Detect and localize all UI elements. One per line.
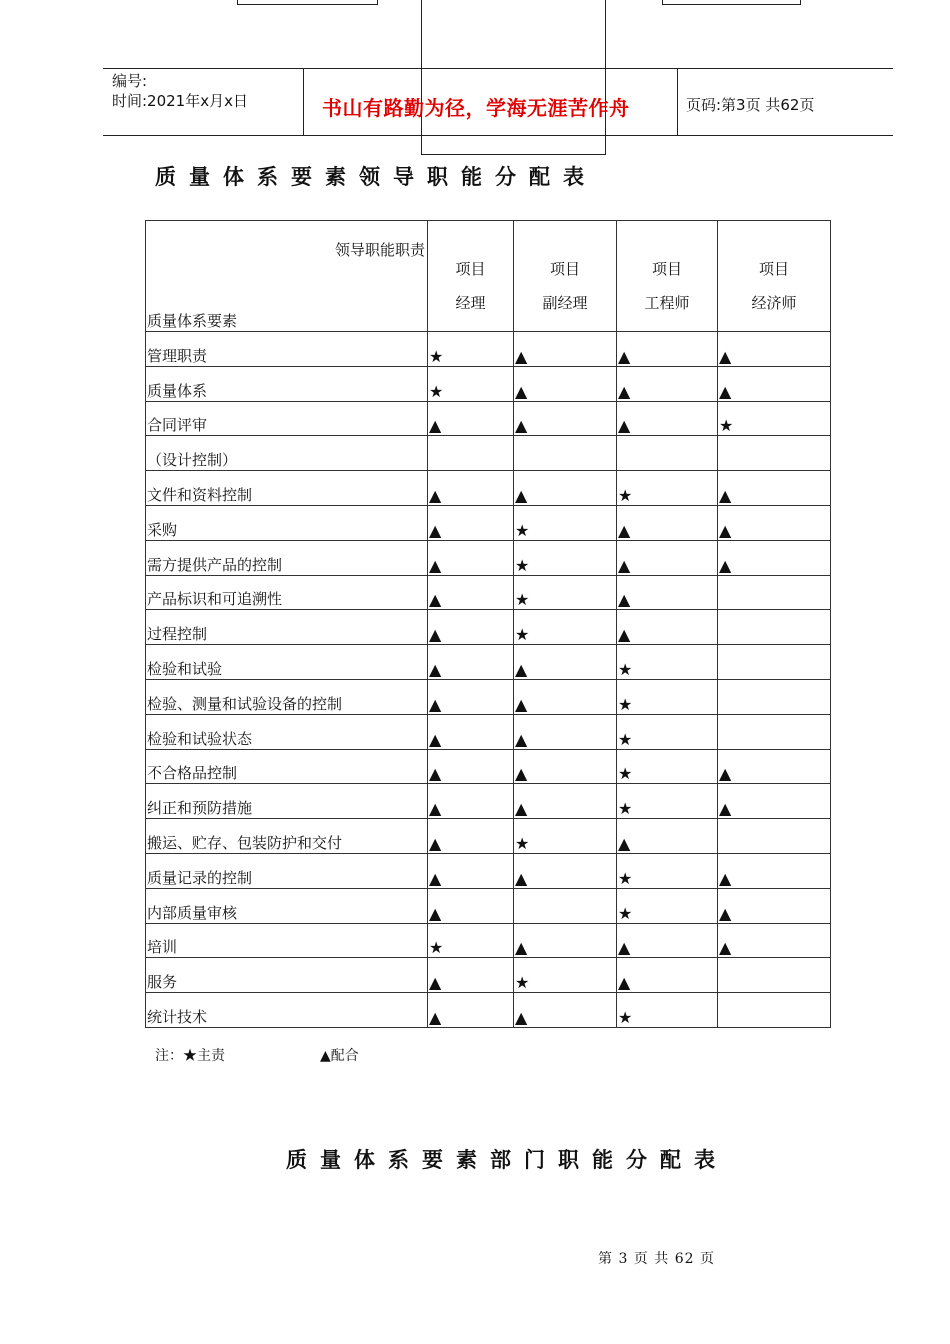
responsibility-mark: ▲ bbox=[429, 659, 442, 679]
responsibility-mark: ▲ bbox=[429, 416, 442, 436]
cell-manager bbox=[428, 540, 514, 575]
cell-deputy-manager bbox=[514, 888, 617, 923]
table-row bbox=[146, 958, 831, 993]
cell-manager bbox=[428, 645, 514, 680]
cell-engineer bbox=[617, 853, 718, 888]
responsibility-table bbox=[145, 220, 831, 1028]
responsibility-mark: ★ bbox=[515, 625, 530, 645]
cell-engineer bbox=[617, 679, 718, 714]
quality-element-label: 服务 bbox=[146, 958, 428, 993]
cell-economist bbox=[718, 853, 831, 888]
table-row bbox=[146, 923, 831, 958]
responsibility-mark: ▲ bbox=[618, 938, 631, 958]
responsibility-mark: ▲ bbox=[429, 903, 442, 923]
responsibility-mark: ★ bbox=[618, 485, 633, 505]
legend-main-responsibility: 注：★主责 bbox=[155, 1048, 225, 1064]
responsibility-mark: ▲ bbox=[429, 590, 442, 610]
cell-economist bbox=[718, 749, 831, 784]
responsibility-mark: ▲ bbox=[515, 416, 528, 436]
table-row bbox=[146, 575, 831, 610]
responsibility-mark: ▲ bbox=[429, 520, 442, 540]
cell-manager bbox=[428, 610, 514, 645]
responsibility-mark: ★ bbox=[618, 729, 633, 749]
column-header-economist: 项目 经济师 bbox=[718, 221, 831, 332]
responsibility-mark: ▲ bbox=[618, 590, 631, 610]
responsibility-mark: ▲ bbox=[515, 485, 528, 505]
cell-economist bbox=[718, 575, 831, 610]
table-row bbox=[146, 714, 831, 749]
responsibility-mark: ★ bbox=[618, 1007, 633, 1027]
responsibility-mark: ▲ bbox=[719, 346, 732, 366]
cell-economist bbox=[718, 819, 831, 854]
table-row bbox=[146, 993, 831, 1028]
cell-manager bbox=[428, 332, 514, 367]
responsibility-mark: ▲ bbox=[719, 938, 732, 958]
cell-economist bbox=[718, 888, 831, 923]
cell-economist bbox=[718, 436, 831, 471]
cell-manager bbox=[428, 505, 514, 540]
cell-engineer bbox=[617, 888, 718, 923]
quality-element-label: （设计控制） bbox=[146, 436, 428, 471]
cell-deputy-manager bbox=[514, 993, 617, 1028]
top-frame-right bbox=[662, 0, 801, 5]
cell-manager bbox=[428, 401, 514, 436]
cell-manager bbox=[428, 471, 514, 506]
cell-manager bbox=[428, 575, 514, 610]
table-row bbox=[146, 366, 831, 401]
cell-engineer bbox=[617, 505, 718, 540]
cell-engineer bbox=[617, 784, 718, 819]
cell-engineer bbox=[617, 958, 718, 993]
responsibility-mark: ▲ bbox=[515, 729, 528, 749]
cell-engineer bbox=[617, 714, 718, 749]
cell-engineer bbox=[617, 610, 718, 645]
cell-engineer bbox=[617, 471, 718, 506]
quality-element-label: 检验和试验状态 bbox=[146, 714, 428, 749]
responsibility-mark: ★ bbox=[515, 590, 530, 610]
cell-engineer bbox=[617, 401, 718, 436]
cell-manager bbox=[428, 366, 514, 401]
page-footer: 第 3 页 共 62 页 bbox=[598, 1251, 715, 1267]
cell-economist bbox=[718, 401, 831, 436]
table-row bbox=[146, 749, 831, 784]
responsibility-mark: ▲ bbox=[429, 485, 442, 505]
top-frame-left bbox=[237, 0, 378, 5]
responsibility-mark: ★ bbox=[515, 833, 530, 853]
document-number-label: 编号: bbox=[112, 72, 148, 90]
responsibility-mark: ▲ bbox=[515, 346, 528, 366]
page-title: 质量体系要素领导职能分配表 bbox=[155, 165, 597, 189]
cell-manager bbox=[428, 749, 514, 784]
responsibility-mark: ▲ bbox=[618, 833, 631, 853]
legend-cooperation: ▲配合 bbox=[320, 1048, 359, 1064]
responsibility-mark: ★ bbox=[618, 868, 633, 888]
responsibility-mark: ★ bbox=[515, 973, 530, 993]
cell-engineer bbox=[617, 993, 718, 1028]
responsibility-mark: ▲ bbox=[618, 555, 631, 575]
cell-manager bbox=[428, 679, 514, 714]
responsibility-mark: ★ bbox=[515, 520, 530, 540]
cell-economist bbox=[718, 505, 831, 540]
responsibility-mark: ▲ bbox=[515, 659, 528, 679]
table-row bbox=[146, 540, 831, 575]
cell-engineer bbox=[617, 436, 718, 471]
table-row bbox=[146, 332, 831, 367]
quality-element-label: 质量体系 bbox=[146, 366, 428, 401]
responsibility-mark: ▲ bbox=[618, 381, 631, 401]
responsibility-mark: ▲ bbox=[429, 555, 442, 575]
responsibility-mark: ▲ bbox=[515, 1007, 528, 1027]
quality-element-label: 需方提供产品的控制 bbox=[146, 540, 428, 575]
responsibility-mark: ▲ bbox=[719, 799, 732, 819]
cell-deputy-manager bbox=[514, 471, 617, 506]
quality-element-label: 统计技术 bbox=[146, 993, 428, 1028]
cell-economist bbox=[718, 471, 831, 506]
cell-deputy-manager bbox=[514, 436, 617, 471]
responsibility-mark: ▲ bbox=[719, 381, 732, 401]
responsibility-mark: ▲ bbox=[515, 938, 528, 958]
cell-manager bbox=[428, 993, 514, 1028]
responsibility-mark: ▲ bbox=[429, 833, 442, 853]
cell-deputy-manager bbox=[514, 784, 617, 819]
cell-deputy-manager bbox=[514, 714, 617, 749]
cell-deputy-manager bbox=[514, 645, 617, 680]
table-row bbox=[146, 784, 831, 819]
cell-economist bbox=[718, 784, 831, 819]
cell-engineer bbox=[617, 819, 718, 854]
cell-deputy-manager bbox=[514, 923, 617, 958]
cell-engineer bbox=[617, 575, 718, 610]
responsibility-mark: ▲ bbox=[618, 973, 631, 993]
top-frame-center bbox=[421, 0, 606, 155]
cell-deputy-manager bbox=[514, 540, 617, 575]
responsibility-mark: ▲ bbox=[618, 625, 631, 645]
responsibility-mark: ▲ bbox=[618, 416, 631, 436]
cell-manager bbox=[428, 853, 514, 888]
table-row bbox=[146, 819, 831, 854]
cell-deputy-manager bbox=[514, 819, 617, 854]
quality-element-label: 采购 bbox=[146, 505, 428, 540]
table-row bbox=[146, 853, 831, 888]
responsibility-mark: ▲ bbox=[515, 694, 528, 714]
table-row bbox=[146, 645, 831, 680]
cell-manager bbox=[428, 784, 514, 819]
header-divider-left bbox=[303, 68, 304, 135]
responsibility-mark: ▲ bbox=[429, 868, 442, 888]
responsibility-mark: ★ bbox=[618, 903, 633, 923]
header-divider-right bbox=[677, 68, 678, 135]
corner-header-bottom: 质量体系要素 bbox=[147, 312, 238, 330]
table-row bbox=[146, 471, 831, 506]
cell-economist bbox=[718, 610, 831, 645]
responsibility-mark: ★ bbox=[515, 555, 530, 575]
quality-element-label: 管理职责 bbox=[146, 332, 428, 367]
responsibility-mark: ★ bbox=[618, 799, 633, 819]
cell-economist bbox=[718, 679, 831, 714]
cell-economist bbox=[718, 923, 831, 958]
responsibility-mark: ▲ bbox=[429, 764, 442, 784]
table-row bbox=[146, 436, 831, 471]
responsibility-mark: ▲ bbox=[719, 485, 732, 505]
quality-element-label: 培训 bbox=[146, 923, 428, 958]
cell-manager bbox=[428, 888, 514, 923]
responsibility-mark: ★ bbox=[618, 694, 633, 714]
quality-element-label: 过程控制 bbox=[146, 610, 428, 645]
responsibility-mark: ▲ bbox=[719, 764, 732, 784]
cell-engineer bbox=[617, 923, 718, 958]
corner-header-cell bbox=[146, 221, 428, 332]
page-code-label: 页码:第3页 共62页 bbox=[686, 96, 815, 114]
header-top-rule bbox=[103, 68, 893, 69]
quality-element-label: 文件和资料控制 bbox=[146, 471, 428, 506]
quality-element-label: 产品标识和可追溯性 bbox=[146, 575, 428, 610]
table-row bbox=[146, 505, 831, 540]
cell-deputy-manager bbox=[514, 610, 617, 645]
table-header-row bbox=[146, 221, 831, 332]
table-row bbox=[146, 401, 831, 436]
responsibility-mark: ▲ bbox=[515, 868, 528, 888]
cell-engineer bbox=[617, 366, 718, 401]
cell-deputy-manager bbox=[514, 366, 617, 401]
responsibility-mark: ▲ bbox=[719, 903, 732, 923]
column-header-deputy-manager: 项目 副经理 bbox=[514, 221, 617, 332]
cell-economist bbox=[718, 645, 831, 680]
cell-manager bbox=[428, 958, 514, 993]
quality-element-label: 合同评审 bbox=[146, 401, 428, 436]
cell-manager bbox=[428, 923, 514, 958]
responsibility-mark: ▲ bbox=[719, 520, 732, 540]
cell-deputy-manager bbox=[514, 749, 617, 784]
quality-element-label: 纠正和预防措施 bbox=[146, 784, 428, 819]
quality-element-label: 检验和试验 bbox=[146, 645, 428, 680]
responsibility-mark: ★ bbox=[429, 381, 444, 401]
cell-deputy-manager bbox=[514, 401, 617, 436]
responsibility-mark: ▲ bbox=[429, 729, 442, 749]
cell-deputy-manager bbox=[514, 332, 617, 367]
responsibility-mark: ★ bbox=[429, 938, 444, 958]
cell-deputy-manager bbox=[514, 679, 617, 714]
table-row bbox=[146, 679, 831, 714]
quality-element-label: 检验、测量和试验设备的控制 bbox=[146, 679, 428, 714]
responsibility-mark: ▲ bbox=[719, 868, 732, 888]
responsibility-mark: ▲ bbox=[515, 799, 528, 819]
table-row bbox=[146, 610, 831, 645]
cell-economist bbox=[718, 540, 831, 575]
document-time-label: 时间:2021年x月x日 bbox=[112, 92, 248, 110]
responsibility-mark: ▲ bbox=[719, 555, 732, 575]
motto-text: 书山有路勤为径，学海无涯苦作舟 bbox=[322, 96, 630, 120]
responsibility-mark: ★ bbox=[719, 416, 734, 436]
cell-manager bbox=[428, 436, 514, 471]
table-body bbox=[146, 332, 831, 1028]
column-header-engineer: 项目 工程师 bbox=[617, 221, 718, 332]
cell-deputy-manager bbox=[514, 505, 617, 540]
cell-economist bbox=[718, 714, 831, 749]
cell-manager bbox=[428, 819, 514, 854]
responsibility-mark: ▲ bbox=[618, 346, 631, 366]
responsibility-mark: ▲ bbox=[429, 625, 442, 645]
responsibility-mark: ▲ bbox=[429, 799, 442, 819]
cell-engineer bbox=[617, 332, 718, 367]
column-header-manager: 项目 经理 bbox=[428, 221, 514, 332]
responsibility-mark: ▲ bbox=[429, 1007, 442, 1027]
responsibility-mark: ★ bbox=[618, 659, 633, 679]
quality-element-label: 不合格品控制 bbox=[146, 749, 428, 784]
responsibility-mark: ▲ bbox=[515, 381, 528, 401]
cell-deputy-manager bbox=[514, 575, 617, 610]
cell-economist bbox=[718, 332, 831, 367]
responsibility-mark: ▲ bbox=[515, 764, 528, 784]
responsibility-mark: ▲ bbox=[618, 520, 631, 540]
responsibility-mark: ▲ bbox=[429, 973, 442, 993]
responsibility-mark: ▲ bbox=[429, 694, 442, 714]
table-row bbox=[146, 888, 831, 923]
cell-engineer bbox=[617, 645, 718, 680]
cell-engineer bbox=[617, 540, 718, 575]
quality-element-label: 内部质量审核 bbox=[146, 888, 428, 923]
quality-element-label: 质量记录的控制 bbox=[146, 853, 428, 888]
header-bottom-rule bbox=[103, 135, 893, 136]
quality-element-label: 搬运、贮存、包装防护和交付 bbox=[146, 819, 428, 854]
cell-manager bbox=[428, 714, 514, 749]
cell-economist bbox=[718, 366, 831, 401]
cell-economist bbox=[718, 958, 831, 993]
cell-deputy-manager bbox=[514, 958, 617, 993]
cell-economist bbox=[718, 993, 831, 1028]
cell-engineer bbox=[617, 749, 718, 784]
responsibility-mark: ★ bbox=[618, 764, 633, 784]
cell-deputy-manager bbox=[514, 853, 617, 888]
corner-header-top: 领导职能职责 bbox=[334, 241, 425, 259]
responsibility-mark: ★ bbox=[429, 346, 444, 366]
section-title-department: 质量体系要素部门职能分配表 bbox=[286, 1148, 728, 1172]
